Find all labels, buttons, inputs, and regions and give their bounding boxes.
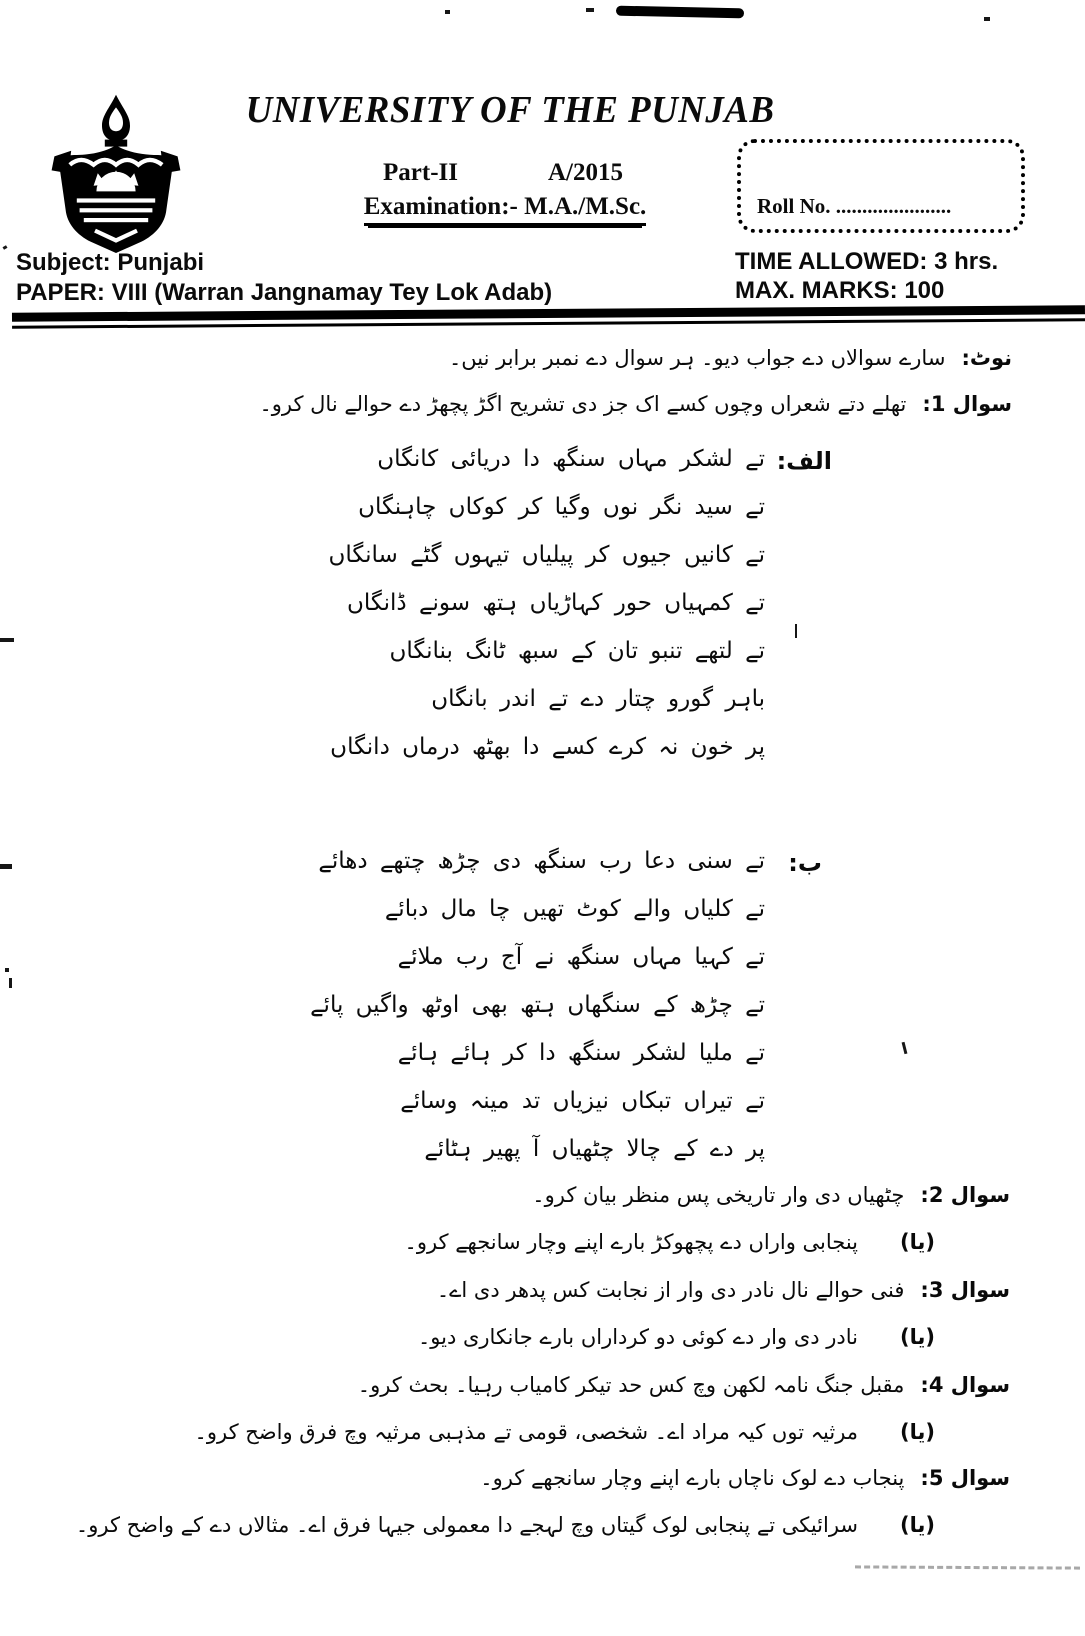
verse-b-6: تے تیراں تبکاں نیزیاں تد مینہ وسائے (400, 1088, 765, 1114)
session-label: A/2015 (548, 159, 623, 186)
verse-b-3: تے کہیا مہاں سنگھ نے آج رب ملائے (397, 944, 765, 970)
roll-number-box (737, 139, 1025, 233)
question-3-label: سوال 3: (920, 1278, 1010, 1302)
part-session-row (383, 159, 623, 187)
question-2-alt (405, 1230, 935, 1254)
university-crest-logo (26, 92, 206, 265)
verse-b-4: تے چڑھ کے سنگھاں ہتھ بھی اوٹھ واگیں پائے (310, 992, 765, 1018)
question-3-alt-text: نادر دی وار دے کوئی دو کرداراں بارے جانکاری دیو۔ (417, 1325, 859, 1349)
verse-a-5: تے لتھے تنبو تان کے سبھ ٹانگ بنانگاں (389, 638, 765, 664)
time-allowed-line: TIME ALLOWED: 3 hrs. (735, 248, 999, 275)
question-5-label: سوال 5: (920, 1466, 1010, 1490)
crest-icon (26, 92, 206, 260)
verse-b-7: پر دے کے چالا چٹھیاں آ پھیر ہٹائے (424, 1136, 765, 1162)
question-5-alt-text: سرائیکی تے پنجابی لوک گیتاں وچ لہجے دا معمولی جیہا فرق اے۔ مثالاں دے کے واضح کرو۔ (75, 1513, 859, 1537)
question-2-alt-label: (یا) (900, 1230, 935, 1254)
paper-line: PAPER: VIII (Warran Jangnamay Tey Lok Adab) (16, 279, 553, 306)
examination-text: Examination:- M.A./M.Sc. (364, 193, 647, 226)
scan-artifact (795, 624, 797, 638)
question-1 (259, 392, 1012, 416)
max-marks-line: MAX. MARKS: 100 (735, 277, 945, 304)
verse-b-2: تے کلیاں والے کوٹ تھیں چا مال دبائے (384, 896, 765, 922)
verse-b-5: تے ملیا لشکر سنگھ دا کر ہائے ہائے (397, 1040, 765, 1066)
part-label: Part-II (383, 159, 458, 186)
question-1-text: تھلے دتے شعراں وچوں کسے اک جز دی تشریح اگڑ پچھڑ دے حوالے نال کرو۔ (259, 392, 907, 416)
scan-smudge (616, 6, 744, 19)
verse-a-7: پر خون نہ کرے کسے دا بھٹھ درماں دانگاں (330, 734, 765, 760)
question-4 (358, 1373, 1010, 1397)
question-4-alt-text: مرثیہ توں کیہ مراد اے۔ شخصی، قومی تے مذہبی مرثیہ وچ فرق واضح کرو۔ (194, 1420, 859, 1444)
scan-artifact (445, 10, 450, 14)
page-title: UNIVERSITY OF THE PUNJAB (245, 89, 775, 131)
note-text: سارے سوالاں دے جواب دیو۔ ہر سوال دے نمبر برابر نیں۔ (448, 346, 946, 370)
verse-a-3: تے کانیں جیوں کر پیلیاں تیہوں گٹے سانگاں (328, 542, 765, 568)
scan-artifact (9, 978, 12, 988)
question-2-label: سوال 2: (920, 1183, 1010, 1207)
scan-artifact (5, 968, 9, 972)
subject-line: Subject: Punjabi (16, 249, 205, 276)
verse-a-6: باہر گورو چتار دے تے اندر بانگاں (431, 686, 765, 712)
section-a-label: الف: (776, 447, 832, 475)
question-2-alt-text: پنجابی واراں دے پچھوکڑ بارے اپنے وچار سانجھے کرو۔ (404, 1230, 859, 1254)
question-5-alt (76, 1513, 935, 1537)
section-b-label: ب: (788, 849, 822, 877)
question-3-text: فنی حوالے نال نادر دی وار از نجابت کس پدھر دی اے۔ (436, 1278, 905, 1302)
question-4-alt-label: (یا) (900, 1420, 935, 1444)
question-1-label: سوال 1: (922, 392, 1012, 416)
verse-a-2: تے سید نگر نوں وگیا کر کوکاں چاہنگاں (358, 494, 765, 520)
note-line (449, 346, 1012, 370)
question-3-alt-label: (یا) (900, 1325, 935, 1349)
scan-artifact (0, 864, 12, 869)
question-4-label: سوال 4: (920, 1373, 1010, 1397)
question-4-text: مقبل جنگ نامہ لکھن وچ کس حد تیکر کامیاب رہیا۔ بحث کرو۔ (357, 1373, 905, 1397)
question-5-text: پنجاب دے لوک ناچاں بارے اپنے وچار سانجھے کرو۔ (480, 1466, 905, 1490)
scan-artifact (0, 638, 14, 642)
question-2 (532, 1183, 1010, 1207)
scan-artifact (984, 17, 990, 21)
note-label: نوٹ: (961, 346, 1012, 370)
scan-artifact (902, 1042, 908, 1054)
question-5-alt-label: (یا) (900, 1513, 935, 1537)
verse-a-4: تے کمہیاں حور کہاڑیاں ہتھ سونے ڈانگاں (347, 590, 765, 616)
question-2-text: چٹھیاں دی وار تاریخی پس منظر بیان کرو۔ (532, 1183, 905, 1207)
scan-dashed-line (855, 1565, 1080, 1569)
verse-b-1: تے سنی دعا رب سنگھ دی چڑھ چتھے دھائے (318, 848, 765, 874)
question-5 (480, 1466, 1010, 1490)
roll-number-label: Roll No. ...................... (757, 194, 952, 218)
header-divider (12, 305, 1085, 328)
examination-line (350, 193, 660, 226)
verse-a-1: تے لشکر مہاں سنگھ دا دریائی کانگاں (377, 446, 765, 472)
question-4-alt (195, 1420, 935, 1444)
scan-artifact (3, 245, 8, 250)
question-3 (437, 1278, 1010, 1302)
question-3-alt (418, 1325, 935, 1349)
scan-artifact (586, 8, 594, 12)
